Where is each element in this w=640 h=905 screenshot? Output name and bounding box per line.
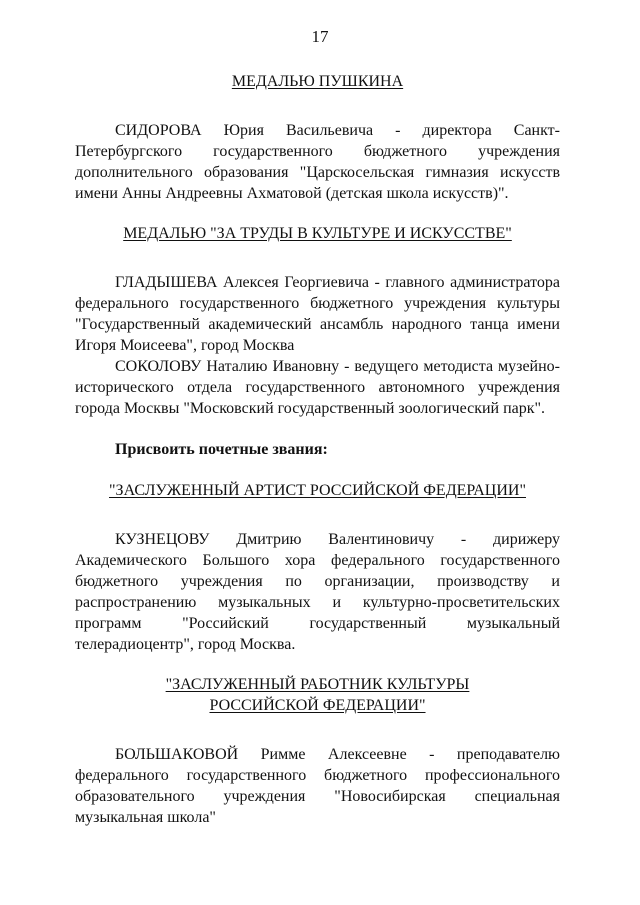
document-body (75, 71, 560, 828)
section-heading-honored-culture-worker-line1: "ЗАСЛУЖЕННЫЙ РАБОТНИК КУЛЬТУРЫ (165, 676, 470, 693)
award-paragraph-sokolova: СОКОЛОВУ Наталию Ивановну - ведущего методиста музейно-исторического отдела государственного автономного учреждения города Москвы "Московский государственный зоологический парк". (75, 358, 560, 417)
section-heading-honored-artist: "ЗАСЛУЖЕННЫЙ АРТИСТ РОССИЙСКОЙ ФЕДЕРАЦИИ" (109, 482, 526, 499)
section-heading-culture-medal: МЕДАЛЬЮ "ЗА ТРУДЫ В КУЛЬТУРЕ И ИСКУССТВЕ" (123, 225, 512, 242)
honorary-titles-intro: Присвоить почетные звания: (115, 441, 328, 458)
section-heading-honored-culture-worker-line2: РОССИЙСКОЙ ФЕДЕРАЦИИ" (209, 697, 426, 714)
award-paragraph-sidorov: СИДОРОВА Юрия Васильевича - директора Санкт-Петербургского государственного бюджетного учреждения дополнительного образования "Царскосельская гимназия искусств имени Анны Андреевны Ахматовой (детская школа искусств)". (75, 122, 560, 202)
section-heading-pushkin-medal: МЕДАЛЬЮ ПУШКИНА (231, 73, 404, 90)
award-paragraph-kuznetsov: КУЗНЕЦОВУ Дмитрию Валентиновичу - дирижеру Академического Большого хора федерального государственного бюджетного учреждения по организации, производству и распространению музыкальных и культурно-просветительских программ "Российский государственный музыкальный телерадиоцентр", город Москва. (75, 531, 560, 653)
award-paragraph-gladyshev: ГЛАДЫШЕВА Алексея Георгиевича - главного администратора федерального государственного бюджетного учреждения культуры "Государственный академический ансамбль народного танца имени Игоря Моисеева", город Москва (75, 274, 560, 354)
award-paragraph-bolshakova: БОЛЬШАКОВОЙ Римме Алексеевне - преподавателю федерального государственного бюджетного профессионального образовательного учреждения "Новосибирская специальная музыкальная школа" (75, 746, 560, 826)
page-number: 17 (311, 27, 329, 46)
